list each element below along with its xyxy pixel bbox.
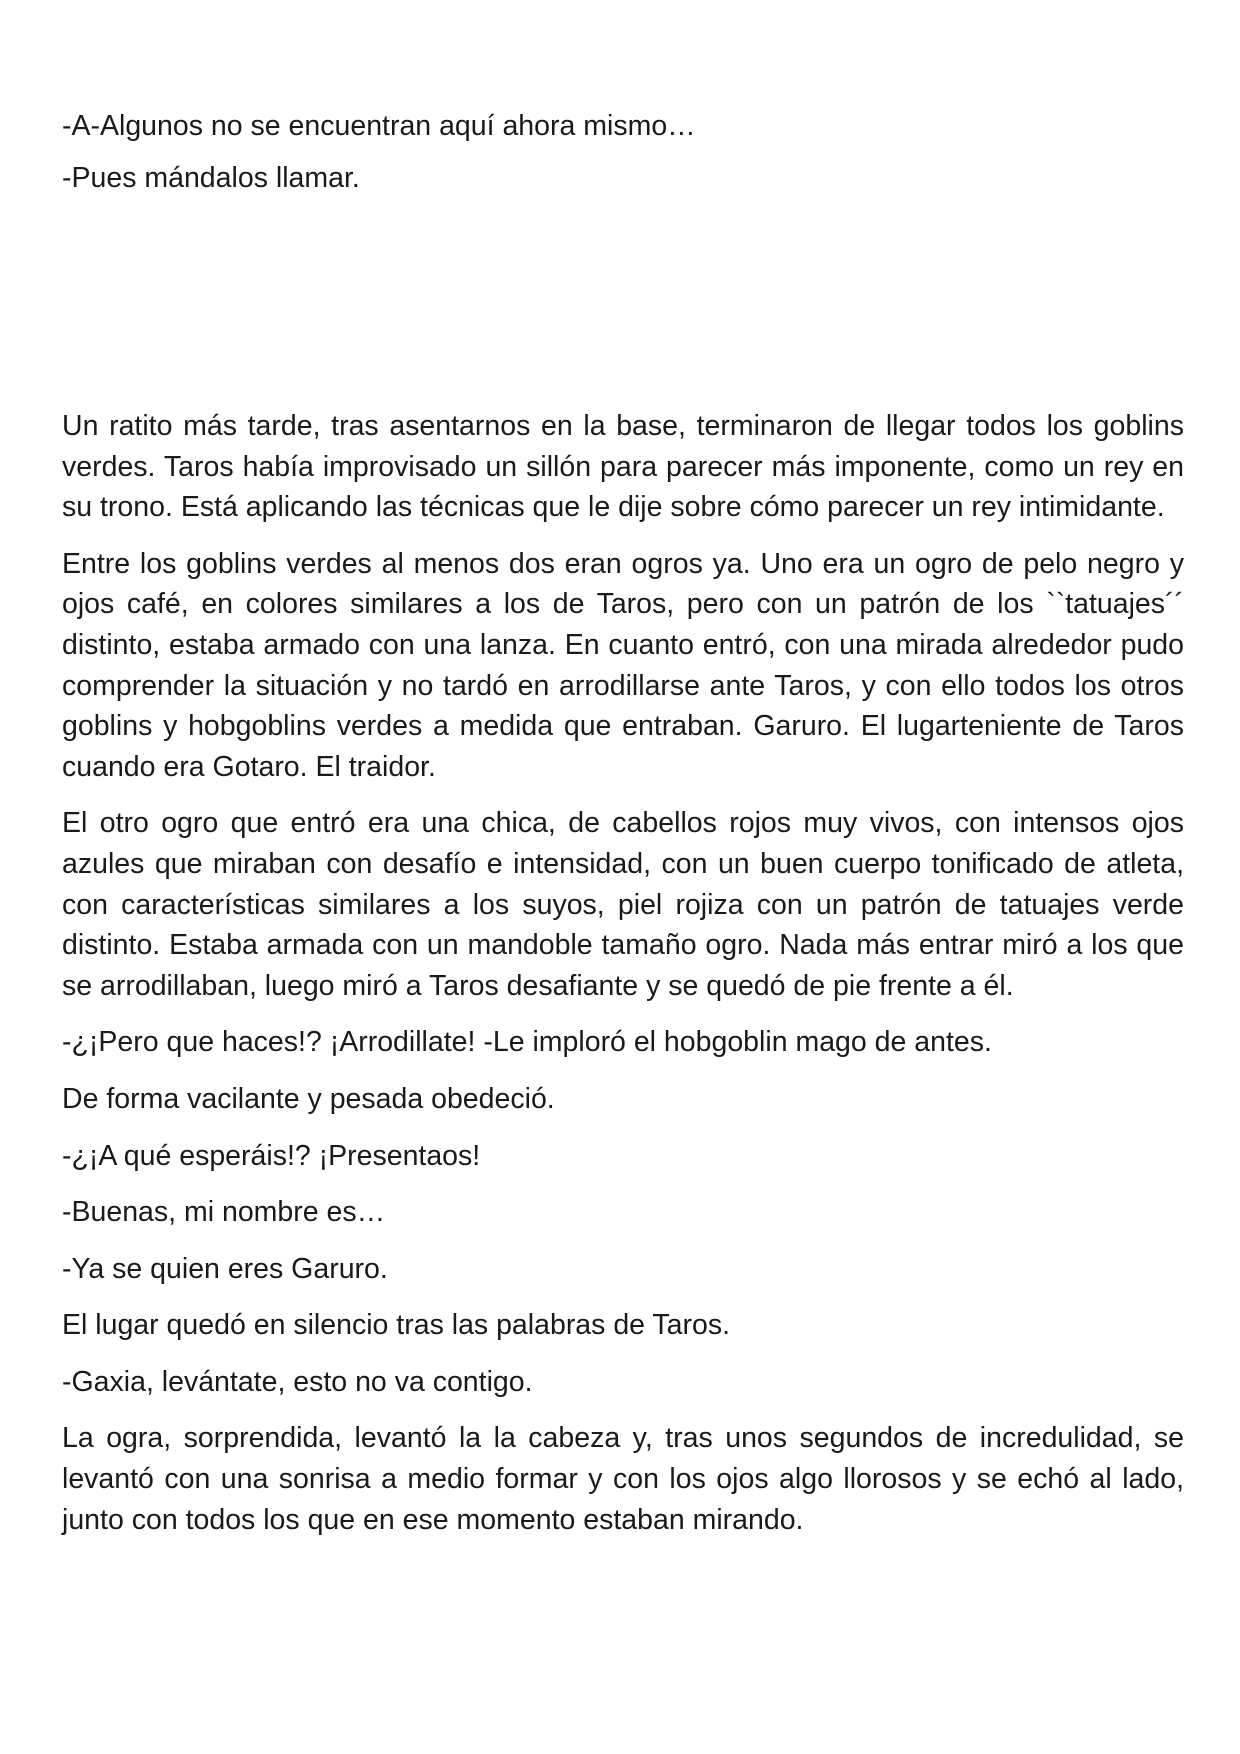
paragraph: El lugar quedó en silencio tras las palabras de Taros.: [62, 1309, 731, 1342]
paragraph: El otro ogro que entró era una chica, de cabellos rojos muy vivos, con intensos ojos azules que miraban con desafío e intensidad, con un buen cuerpo tonificado de atleta, con características similares a los suyos, piel rojiza con un patrón de tatuajes verde distinto. Estaba armada con un mandoble tamaño ogro. Nada más entrar miró a los que se arrodillaban, luego miró a Taros desafiante y se quedó de pie frente a él.: [62, 807, 1184, 1002]
opening-dialogue: [62, 106, 1184, 198]
paragraph: La ogra, sorprendida, levantó la la cabeza y, tras unos segundos de incredulidad, se levantó con una sonrisa a medio formar y con los ojos algo llorosos y se echó al lado, junto con todos los que en ese momento estaban mirando.: [62, 1422, 1184, 1536]
dialogue-line: -A-Algunos no se encuentran aquí ahora mismo…: [62, 110, 696, 142]
story-body: [62, 406, 1184, 1540]
paragraph: -Buenas, mi nombre es…: [62, 1196, 386, 1229]
paragraph: Un ratito más tarde, tras asentarnos en la base, terminaron de llegar todos los goblins verdes. Taros había improvisado un sillón para parecer más imponente, como un rey en su trono. Está aplicando las técnicas que le dije sobre cómo parecer un rey intimidante.: [62, 410, 1184, 524]
dialogue-line: -Pues mándalos llamar.: [62, 161, 360, 194]
paragraph: -¿¡Pero que haces!? ¡Arrodillate! -Le imploró el hobgoblin mago de antes.: [62, 1026, 992, 1059]
paragraph: De forma vacilante y pesada obedeció.: [62, 1082, 555, 1115]
paragraph: -Ya se quien eres Garuro.: [62, 1252, 388, 1285]
paragraph: -¿¡A qué esperáis!? ¡Presentaos!: [62, 1139, 481, 1172]
paragraph: -Gaxia, levántate, esto no va contigo.: [62, 1365, 533, 1398]
paragraph: Entre los goblins verdes al menos dos eran ogros ya. Uno era un ogro de pelo negro y ojos café, en colores similares a los de Taros, pero con un patrón de los ``tatuajes´´ distinto, estaba armado con una lanza. En cuanto entró, con una mirada alrededor pudo comprender la situación y no tardó en arrodillarse ante Taros, y con ello todos los otros goblins y hobgoblins verdes a medida que entraban. Garuro. El lugarteniente de Taros cuando era Gotaro. El traidor.: [62, 547, 1184, 783]
